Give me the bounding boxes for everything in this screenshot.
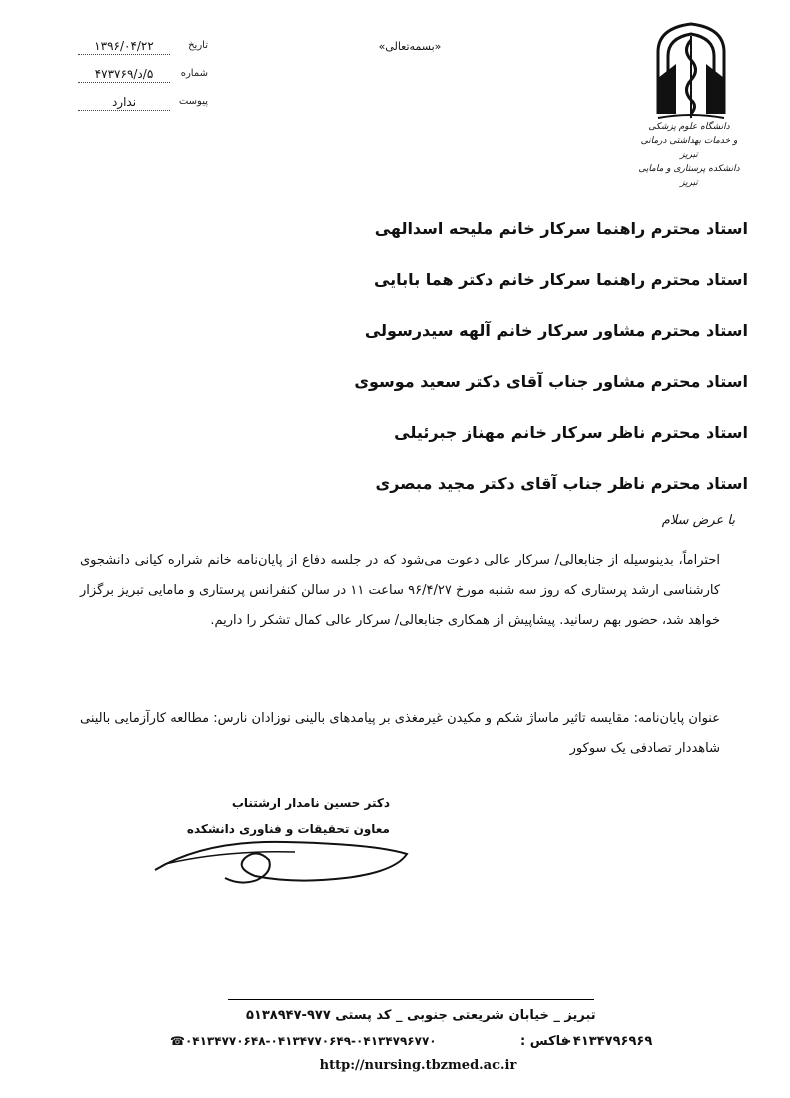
number-value: ۵/د/۴۷۳۷۶۹ bbox=[78, 66, 170, 83]
thesis-title-paragraph: عنوان پایان‌نامه: مقایسه تاثیر ماساژ شکم و مکیدن غیرمغذی بر پیامدهای بالینی نوزادان نارس: مطالعه کارآزمایی بالینی شاهددار تصادفی یک سوکور bbox=[80, 711, 720, 756]
recipient-line: استاد محترم ناظر جناب آقای دکتر مجید مبصری bbox=[375, 474, 748, 493]
recipient-line: استاد محترم راهنما سرکار خانم ملیحه اسدالهی bbox=[374, 219, 748, 238]
footer-phones: ☎۰۴۱۳۴۷۷۰۶۴۸-۰۴۱۳۴۷۷۰۶۴۹-۰۴۱۳۴۷۹۶۷۷۰ bbox=[170, 1034, 437, 1048]
recipient-line: استاد محترم راهنما سرکار خانم دکتر هما بابایی bbox=[373, 270, 748, 289]
logo-text bbox=[634, 120, 744, 190]
signatory-name: دکتر حسین نامدار ارشتناب bbox=[231, 796, 390, 810]
logo-text-line1: دانشگاه علوم پزشکی bbox=[648, 122, 730, 132]
handwritten-signature bbox=[145, 820, 415, 890]
date-label: تاریخ bbox=[188, 40, 208, 51]
footer-fax-label: فاکس : bbox=[520, 1034, 570, 1049]
greeting: با عرض سلام bbox=[661, 513, 735, 528]
invitation-paragraph: احتراماً، بدینوسیله از جنابعالی/ سرکار عالی دعوت می‌شود که در جلسه دفاع از پایان‌نامه خانم شراره کیانی دانشجوی کارشناسی ارشد پرستاری که روز سه شنبه مورخ ۹۶/۴/۲۷ ساعت ۱۱ در سالن کنفرانس پرستاری و مامایی تبریز برگزار خواهد شد، حضور بهم رسانید. پیشاپیش از همکاری جنابعالی/ سرکار عالی کمال تشکر را داریم. bbox=[80, 553, 721, 628]
number-label: شماره bbox=[180, 68, 208, 79]
footer-address: تبریز _ خیابان شریعتی جنوبی _ کد پستی ۹۷۷-۵۱۳۸۹۴۷ bbox=[246, 1008, 596, 1023]
date-row bbox=[78, 38, 208, 58]
attachment-label: پیوست bbox=[178, 96, 208, 107]
logo-text-line2: و خدمات بهداشتی درمانی تبریز bbox=[640, 136, 738, 160]
footer-website-link[interactable]: http://nursing.tbzmed.ac.ir bbox=[319, 1058, 517, 1073]
number-row bbox=[78, 66, 208, 86]
attachment-row bbox=[78, 94, 208, 114]
footer-divider bbox=[228, 999, 594, 1000]
footer-fax-number: ۰۴۱۳۴۷۹۶۹۶۹ bbox=[565, 1034, 653, 1049]
logo-text-line3: دانشکده پرستاری و مامایی تبریز bbox=[638, 164, 740, 188]
attachment-value: ندارد bbox=[78, 94, 170, 111]
recipient-line: استاد محترم مشاور جناب آقای دکتر سعید موسوی bbox=[354, 372, 748, 391]
signatory-role: معاون تحقیقات و فناوری دانشکده bbox=[186, 822, 390, 836]
recipients-list bbox=[300, 212, 748, 518]
date-value: ۱۳۹۶/۰۴/۲۲ bbox=[78, 38, 170, 55]
recipient-line: استاد محترم ناظر سرکار خانم مهناز جبرئیلی bbox=[394, 423, 748, 442]
basmala: «بسمه‌تعالی» bbox=[378, 40, 442, 53]
recipient-line: استاد محترم مشاور سرکار خانم آلهه سیدرسولی bbox=[364, 321, 748, 340]
